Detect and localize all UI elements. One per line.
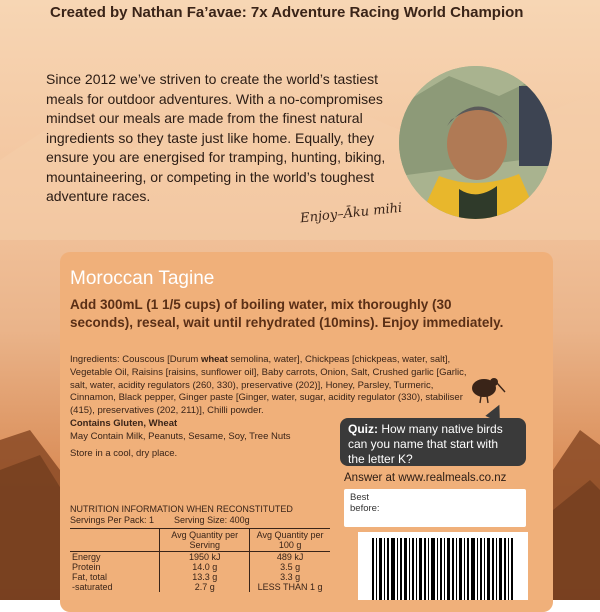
- best-before-label-line2: before:: [350, 503, 380, 514]
- allergen-contains: Contains Gluten, Wheat: [70, 418, 178, 429]
- nutrition-row: [70, 552, 330, 563]
- nutrition-header-cell: [70, 529, 160, 552]
- nutrient-per-100g: 3.5 g: [250, 562, 330, 572]
- nutrition-servings: [70, 515, 270, 525]
- preparation-instructions: Add 300mL (1 1/5 cups) of boiling water, mix thoroughly (30 seconds), reseal, wait until rehydrated (10mins). Enjoy immediately.: [70, 297, 504, 330]
- nutrient-per-100g: 3.3 g: [250, 572, 330, 582]
- serving-size: Serving Size: 400g: [174, 515, 250, 525]
- nutrient-per-serving: 2.7 g: [160, 582, 250, 592]
- founder-portrait: [399, 66, 552, 219]
- best-before-box: [344, 489, 526, 527]
- recipe-title: Moroccan Tagine: [70, 268, 215, 289]
- best-before-label-line1: Best: [350, 492, 370, 503]
- nutrition-table: [70, 528, 330, 592]
- nutrition-row: [70, 582, 330, 592]
- quiz-question: How many native birds can you name that start with the letter K?: [348, 422, 503, 466]
- nutrition-header-row: [70, 529, 330, 552]
- nutrient-per-serving: 1950 kJ: [160, 552, 250, 563]
- kiwi-bird-icon: [466, 366, 506, 406]
- nutrient-name: -saturated: [72, 582, 113, 592]
- quiz-answer-link: Answer at www.realmeals.co.nz: [344, 472, 507, 484]
- nutrient-per-100g: 489 kJ: [250, 552, 330, 563]
- nutrient-per-serving: 14.0 g: [160, 562, 250, 572]
- ingredients-list: [70, 354, 480, 418]
- creator-banner: Created by Nathan Fa’avae: 7x Adventure Racing World Champion: [50, 4, 524, 21]
- nutrient-per-100g: LESS THAN 1 g: [250, 582, 330, 592]
- ingredients-part-2: semolina, water], Chickpeas [chickpeas, water, salt], Vegetable Oil, Raisins [raisins, sunflower oil], Baby carrots, Onion, Salt, Crushed garlic [Garlic, salt, water, acidity regulators (260, 330), preservative (202)], Honey, Parsley, Turmeric, Cinnamon, Black pepper, Ginger paste [Ginger, water, sugar, acidity regulator (330), stabiliser (415), preservatives (202, 211)], Chilli powder.: [70, 354, 467, 417]
- brand-intro-text: Since 2012 we’ve striven to create the world’s tastiest meals for outdoor adventures. With a no-compromises mindset our meals are made from the finest natural ingredients so they taste just like home. Equally, they ensure you are energised for tramping, hunting, biking, mountaineering, or competing in the world’s toughest adventure races.: [46, 71, 386, 204]
- nutrient-name: Energy: [72, 552, 101, 562]
- nutrient-name: Fat, total: [72, 572, 108, 582]
- quiz-bubble: [340, 418, 526, 466]
- ingredients-part-1: Ingredients: Couscous [Durum: [70, 354, 201, 365]
- servings-per-pack: Servings Per Pack: 1: [70, 515, 155, 525]
- ingredients-allergen-wheat: wheat: [200, 354, 228, 365]
- allergen-may-contain: May Contain Milk, Peanuts, Sesame, Soy, Tree Nuts: [70, 431, 291, 442]
- nutrition-header-cell: Avg Quantity per Serving: [160, 529, 250, 552]
- quiz-label: Quiz:: [348, 422, 378, 436]
- nutrition-header-cell: Avg Quantity per 100 g: [250, 529, 330, 552]
- signature: Enjoy–Āku mihi: [299, 200, 403, 227]
- storage-instructions: Store in a cool, dry place.: [70, 448, 178, 459]
- nutrient-name: Protein: [72, 562, 101, 572]
- nutrition-title: NUTRITION INFORMATION WHEN RECONSTITUTED: [70, 504, 293, 514]
- barcode: [358, 532, 528, 600]
- nutrition-row: [70, 562, 330, 572]
- nutrition-row: [70, 572, 330, 582]
- nutrient-per-serving: 13.3 g: [160, 572, 250, 582]
